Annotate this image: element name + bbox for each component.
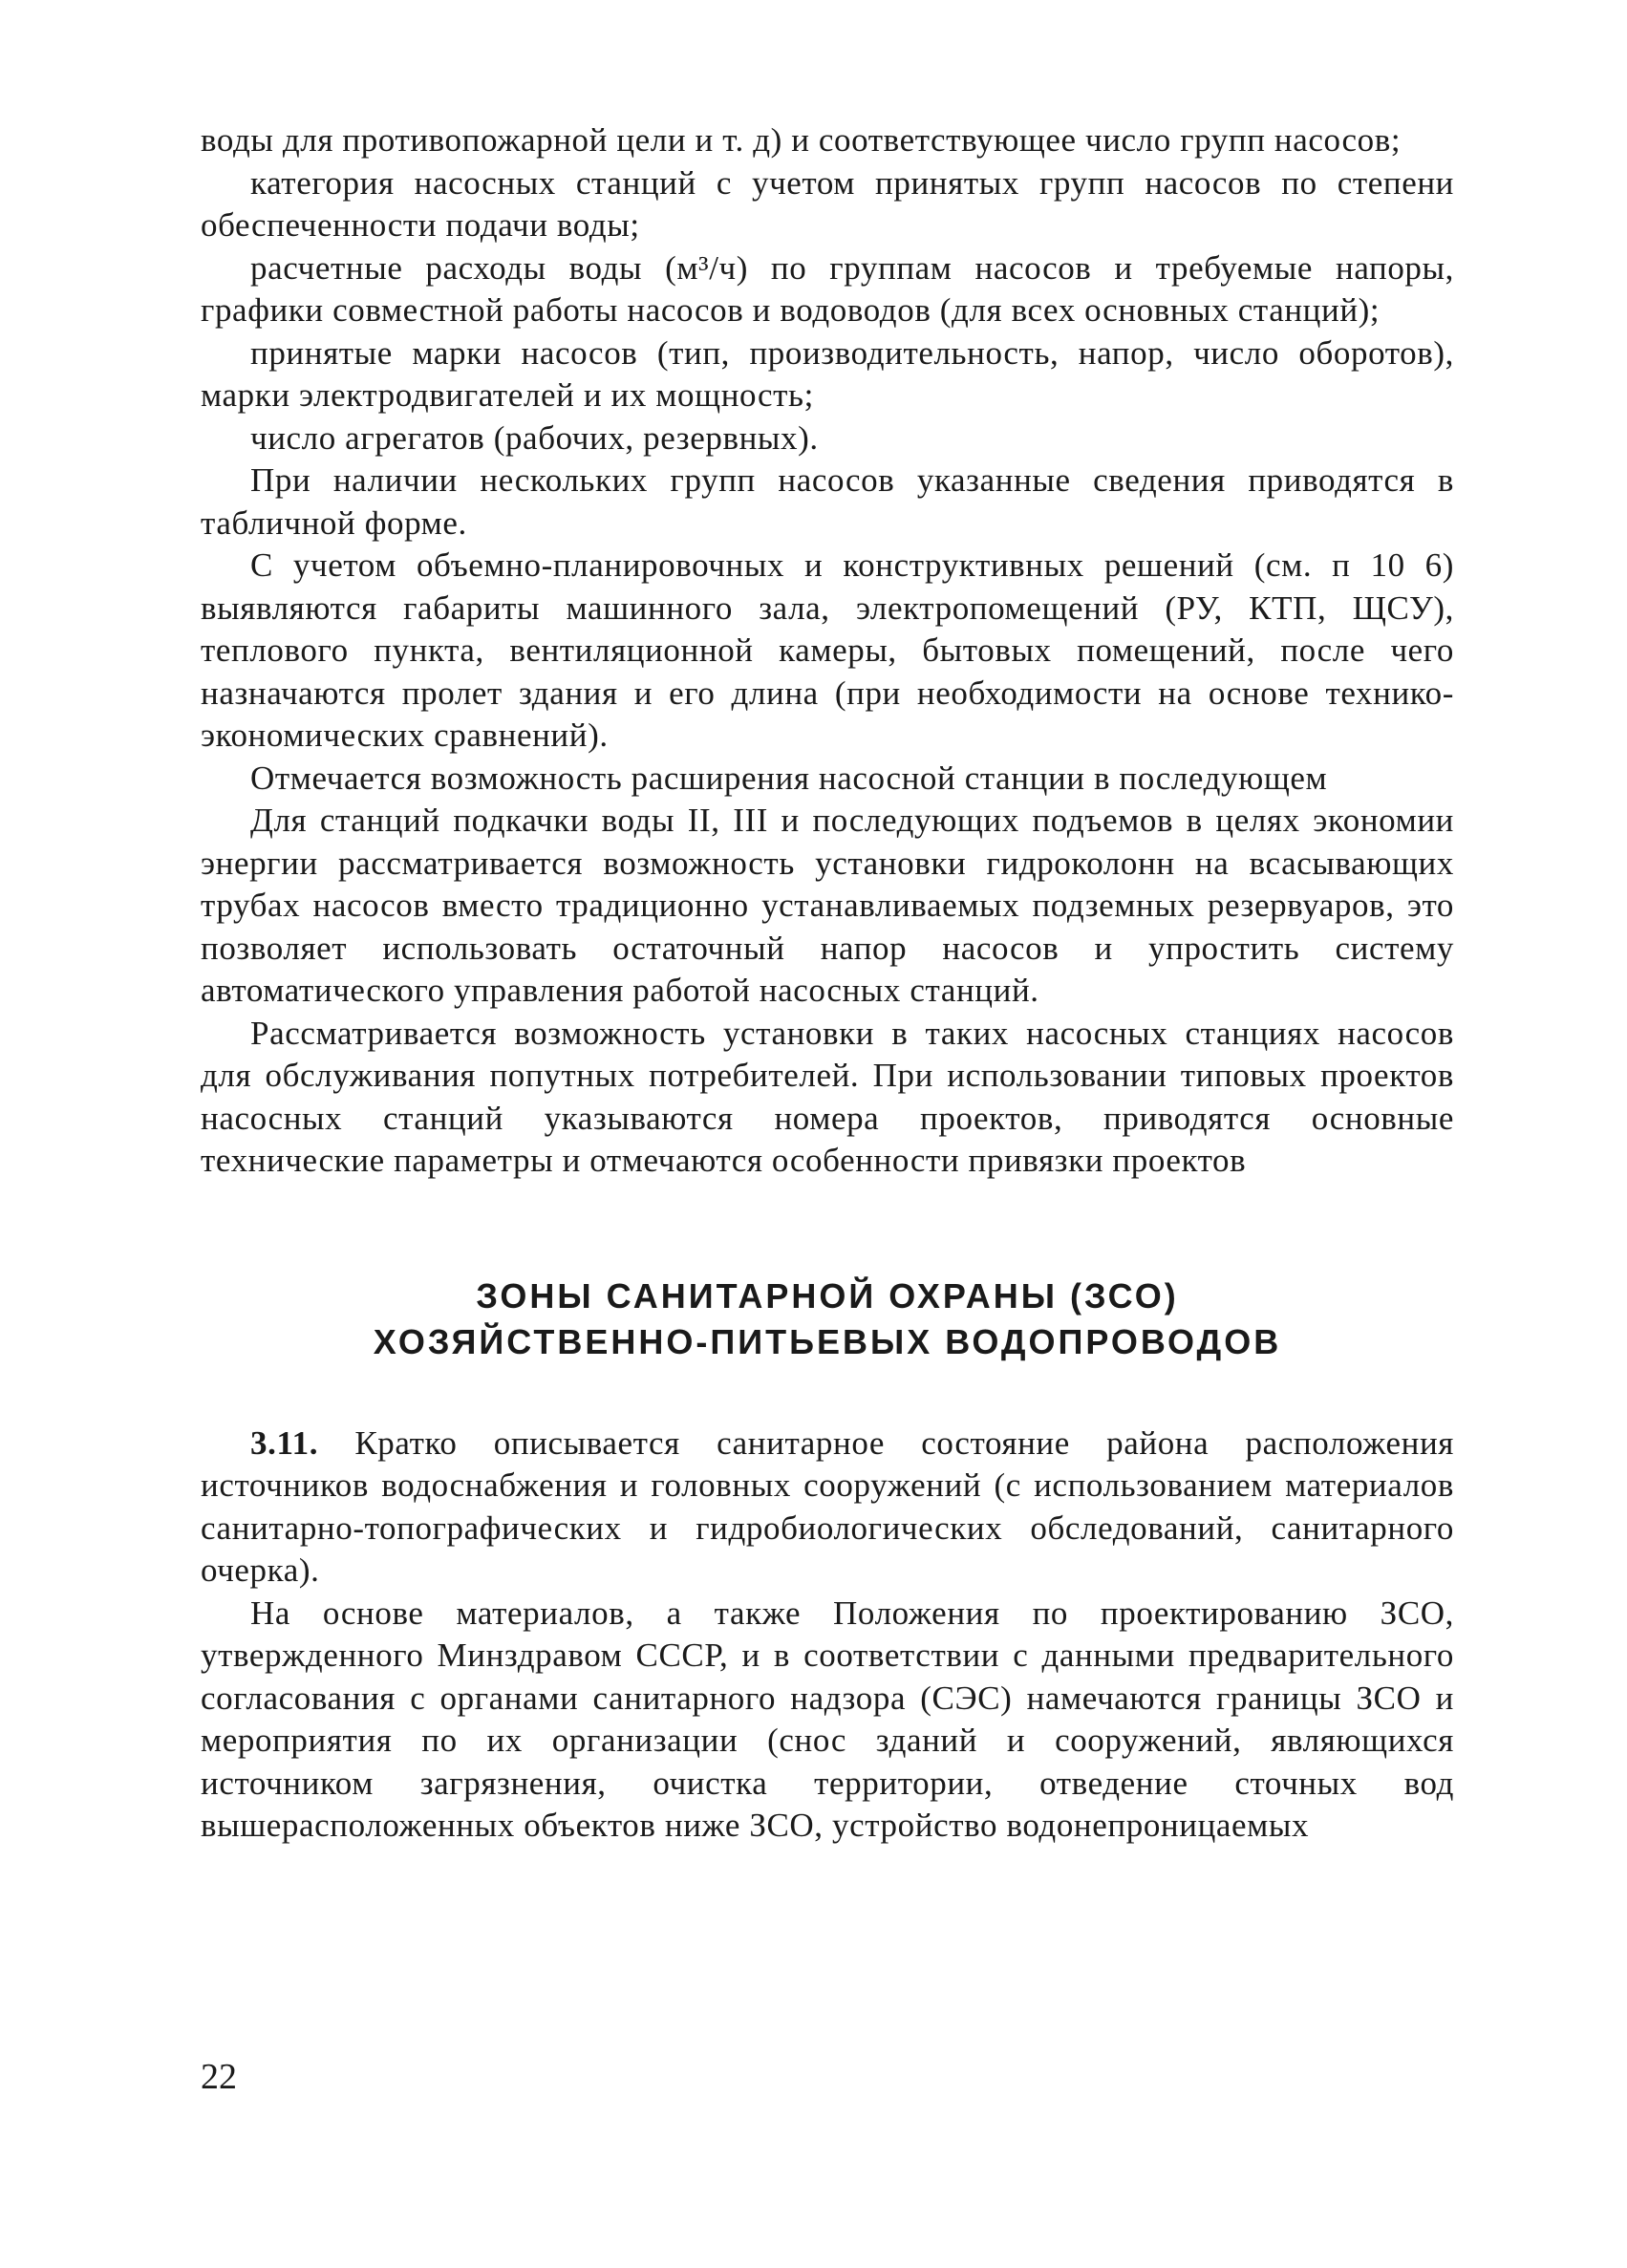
paragraph-pump-groups: воды для противопожарной цели и т. д) и соответствующее число групп насосов;	[201, 121, 1402, 159]
paragraph-3-11-text: Кратко описывается санитарное состояние района расположения источников водоснабжения и головных сооружений (с использованием материалов санитарно-топографических и гидробиологических обследований, санитарного очерка).	[201, 1423, 1454, 1589]
paragraph-pump-brands: принятые марки насосов (тип, производительность, напор, число оборотов), марки электродвигателей и их мощность;	[201, 333, 1454, 414]
paragraph-unit-count: число агрегатов (рабочих, резервных).	[250, 418, 819, 457]
paragraph-design-flows: расчетные расходы воды (м³/ч) по группам насосов и требуемые напоры, графики совместной работы насосов и водоводов (для всех основных станций);	[201, 248, 1454, 329]
paragraph-zso-boundaries: На основе материалов, а также Положения по проектированию ЗСО, утвержденного Минздравом СССР, и в соответствии с данными предварительного согласования с органами санитарного надзора (СЭС) намечаются границы ЗСО и мероприятия по их организации (снос зданий и сооружений, являющихся источником загрязнения, очистка территории, отведение сточных вод вышерасположенных объектов ниже ЗСО, устройство водонепроницаемых	[201, 1594, 1454, 1844]
page-number: 22	[201, 2057, 237, 2097]
section-heading-line-2: ХОЗЯЙСТВЕННО-ПИТЬЕВЫХ ВОДОПРОВОДОВ	[373, 1321, 1282, 1361]
paragraph-expansion: Отмечается возможность расширения насосной станции в последующем	[250, 759, 1328, 797]
paragraph-station-category: категория насосных станций с учетом принятых групп насосов по степени обеспеченности подачи воды;	[201, 163, 1454, 244]
paragraph-dimensions: С учетом объемно-планировочных и конструктивных решений (см. п 10 6) выявляются габариты машинного зала, электропомещений (РУ, КТП, ЩСУ), теплового пункта, вентиляционной камеры, бытовых помещений, после чего назначаются пролет здания и его длина (при необходимости на основе технико-экономических сравнений).	[201, 546, 1454, 754]
paragraph-booster-stations: Для станций подкачки воды II, III и последующих подъемов в целях экономии энергии рассматривается возможность установки гидроколонн на всасывающих трубах насосов вместо традиционно устанавливаемых подземных резервуаров, это позволяет использовать остаточный напор насосов и упростить систему автоматического управления работой насосных станций.	[201, 802, 1454, 1009]
section-heading	[201, 1273, 1454, 1365]
paragraph-table-form: При наличии нескольких групп насосов указанные сведения приводятся в табличной форме.	[201, 461, 1454, 542]
section-number: 3.11.	[250, 1423, 319, 1462]
page-body	[201, 119, 1454, 1848]
paragraph-standard-projects: Рассматривается возможность установки в таких насосных станциях насосов для обслуживания попутных потребителей. При использовании типовых проектов насосных станций указываются номера проектов, приводятся основные технические параметры и отмечаются особенности привязки проектов	[201, 1014, 1454, 1179]
paragraph-3-11	[201, 1423, 1454, 1593]
section-heading-line-1: ЗОНЫ САНИТАРНОЙ ОХРАНЫ (ЗСО)	[476, 1275, 1179, 1316]
